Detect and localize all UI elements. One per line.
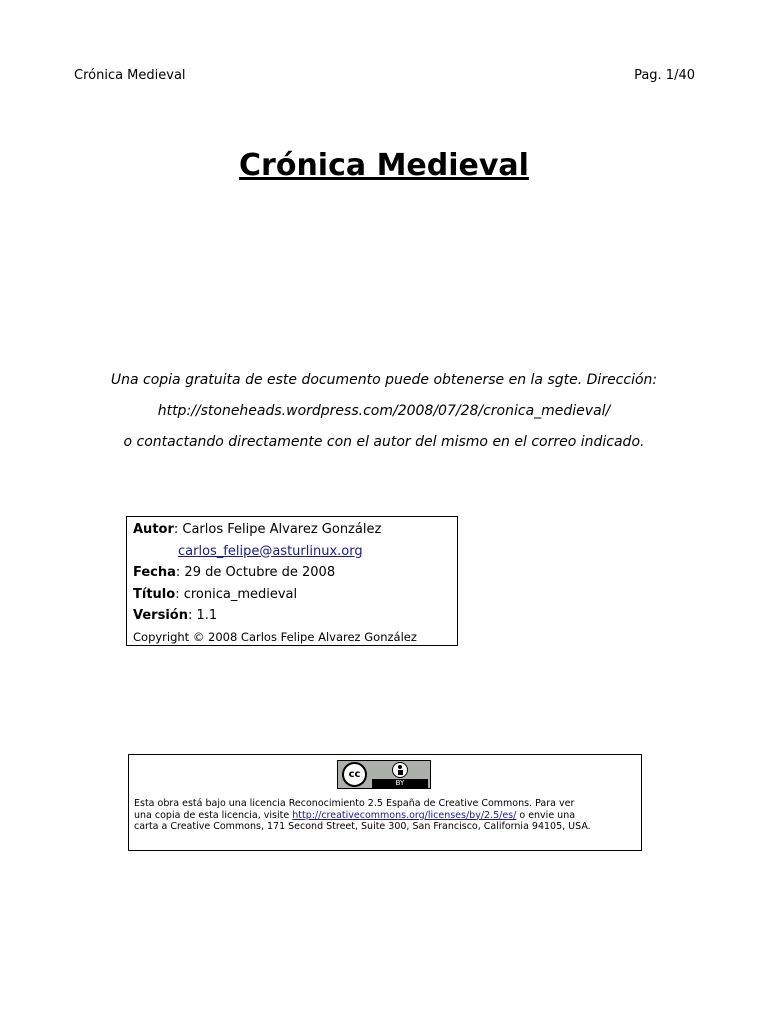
- title-value: : cronica_medieval: [175, 586, 298, 602]
- title-label: Título: [133, 586, 176, 602]
- author-label: Autor: [133, 522, 174, 537]
- header-doc-title: Crónica Medieval: [74, 68, 186, 83]
- license-line-2-post: o envie una: [516, 809, 576, 821]
- notice-url: http://stoneheads.wordpress.com/2008/07/28/cronica_medieval/: [157, 403, 611, 419]
- creative-commons-icon: cc: [342, 762, 367, 787]
- cc-by-badge[interactable]: [337, 760, 431, 789]
- date-label: Fecha: [133, 565, 176, 580]
- license-text: [134, 798, 638, 833]
- author-value: : Carlos Felipe Alvarez González: [173, 522, 382, 537]
- date-row: [133, 562, 451, 584]
- title-row: [133, 584, 451, 606]
- attribution-icon: [392, 762, 408, 778]
- page-title: Crónica Medieval: [239, 148, 529, 183]
- attribution-area: [372, 762, 428, 779]
- email-row: [133, 541, 451, 563]
- notice-line-1: Una copia gratuita de este documento puede obtenerse en la sgte. Dirección:: [110, 372, 658, 388]
- page-number: Pag. 1/40: [634, 68, 695, 83]
- copyright-row: Copyright © 2008 Carlos Felipe Alvarez González: [133, 629, 417, 644]
- version-label: Versión: [133, 608, 188, 623]
- author-email-link[interactable]: carlos_felipe@asturlinux.org: [178, 543, 363, 559]
- license-line-1: Esta obra está bajo una licencia Reconocimiento 2.5 España de Creative Commons. Para ver: [134, 798, 575, 809]
- author-row: [133, 519, 451, 541]
- license-box: [128, 754, 642, 851]
- license-link[interactable]: http://creativecommons.org/licenses/by/2.5/es/: [292, 809, 517, 821]
- document-info-box: [126, 516, 458, 646]
- date-value: : 29 de Octubre de 2008: [175, 565, 336, 580]
- license-line-3: carta a Creative Commons, 171 Second Street, Suite 300, San Francisco, California 94105, USA.: [134, 821, 591, 832]
- notice-line-3: o contactando directamente con el autor del mismo en el correo indicado.: [123, 434, 645, 450]
- by-label: BY: [372, 779, 428, 788]
- download-notice: [0, 371, 768, 464]
- license-line-2: [134, 810, 638, 822]
- license-line-2-pre: una copia de esta licencia, visite: [134, 809, 293, 821]
- version-row: [133, 605, 451, 627]
- version-value: : 1.1: [187, 608, 218, 623]
